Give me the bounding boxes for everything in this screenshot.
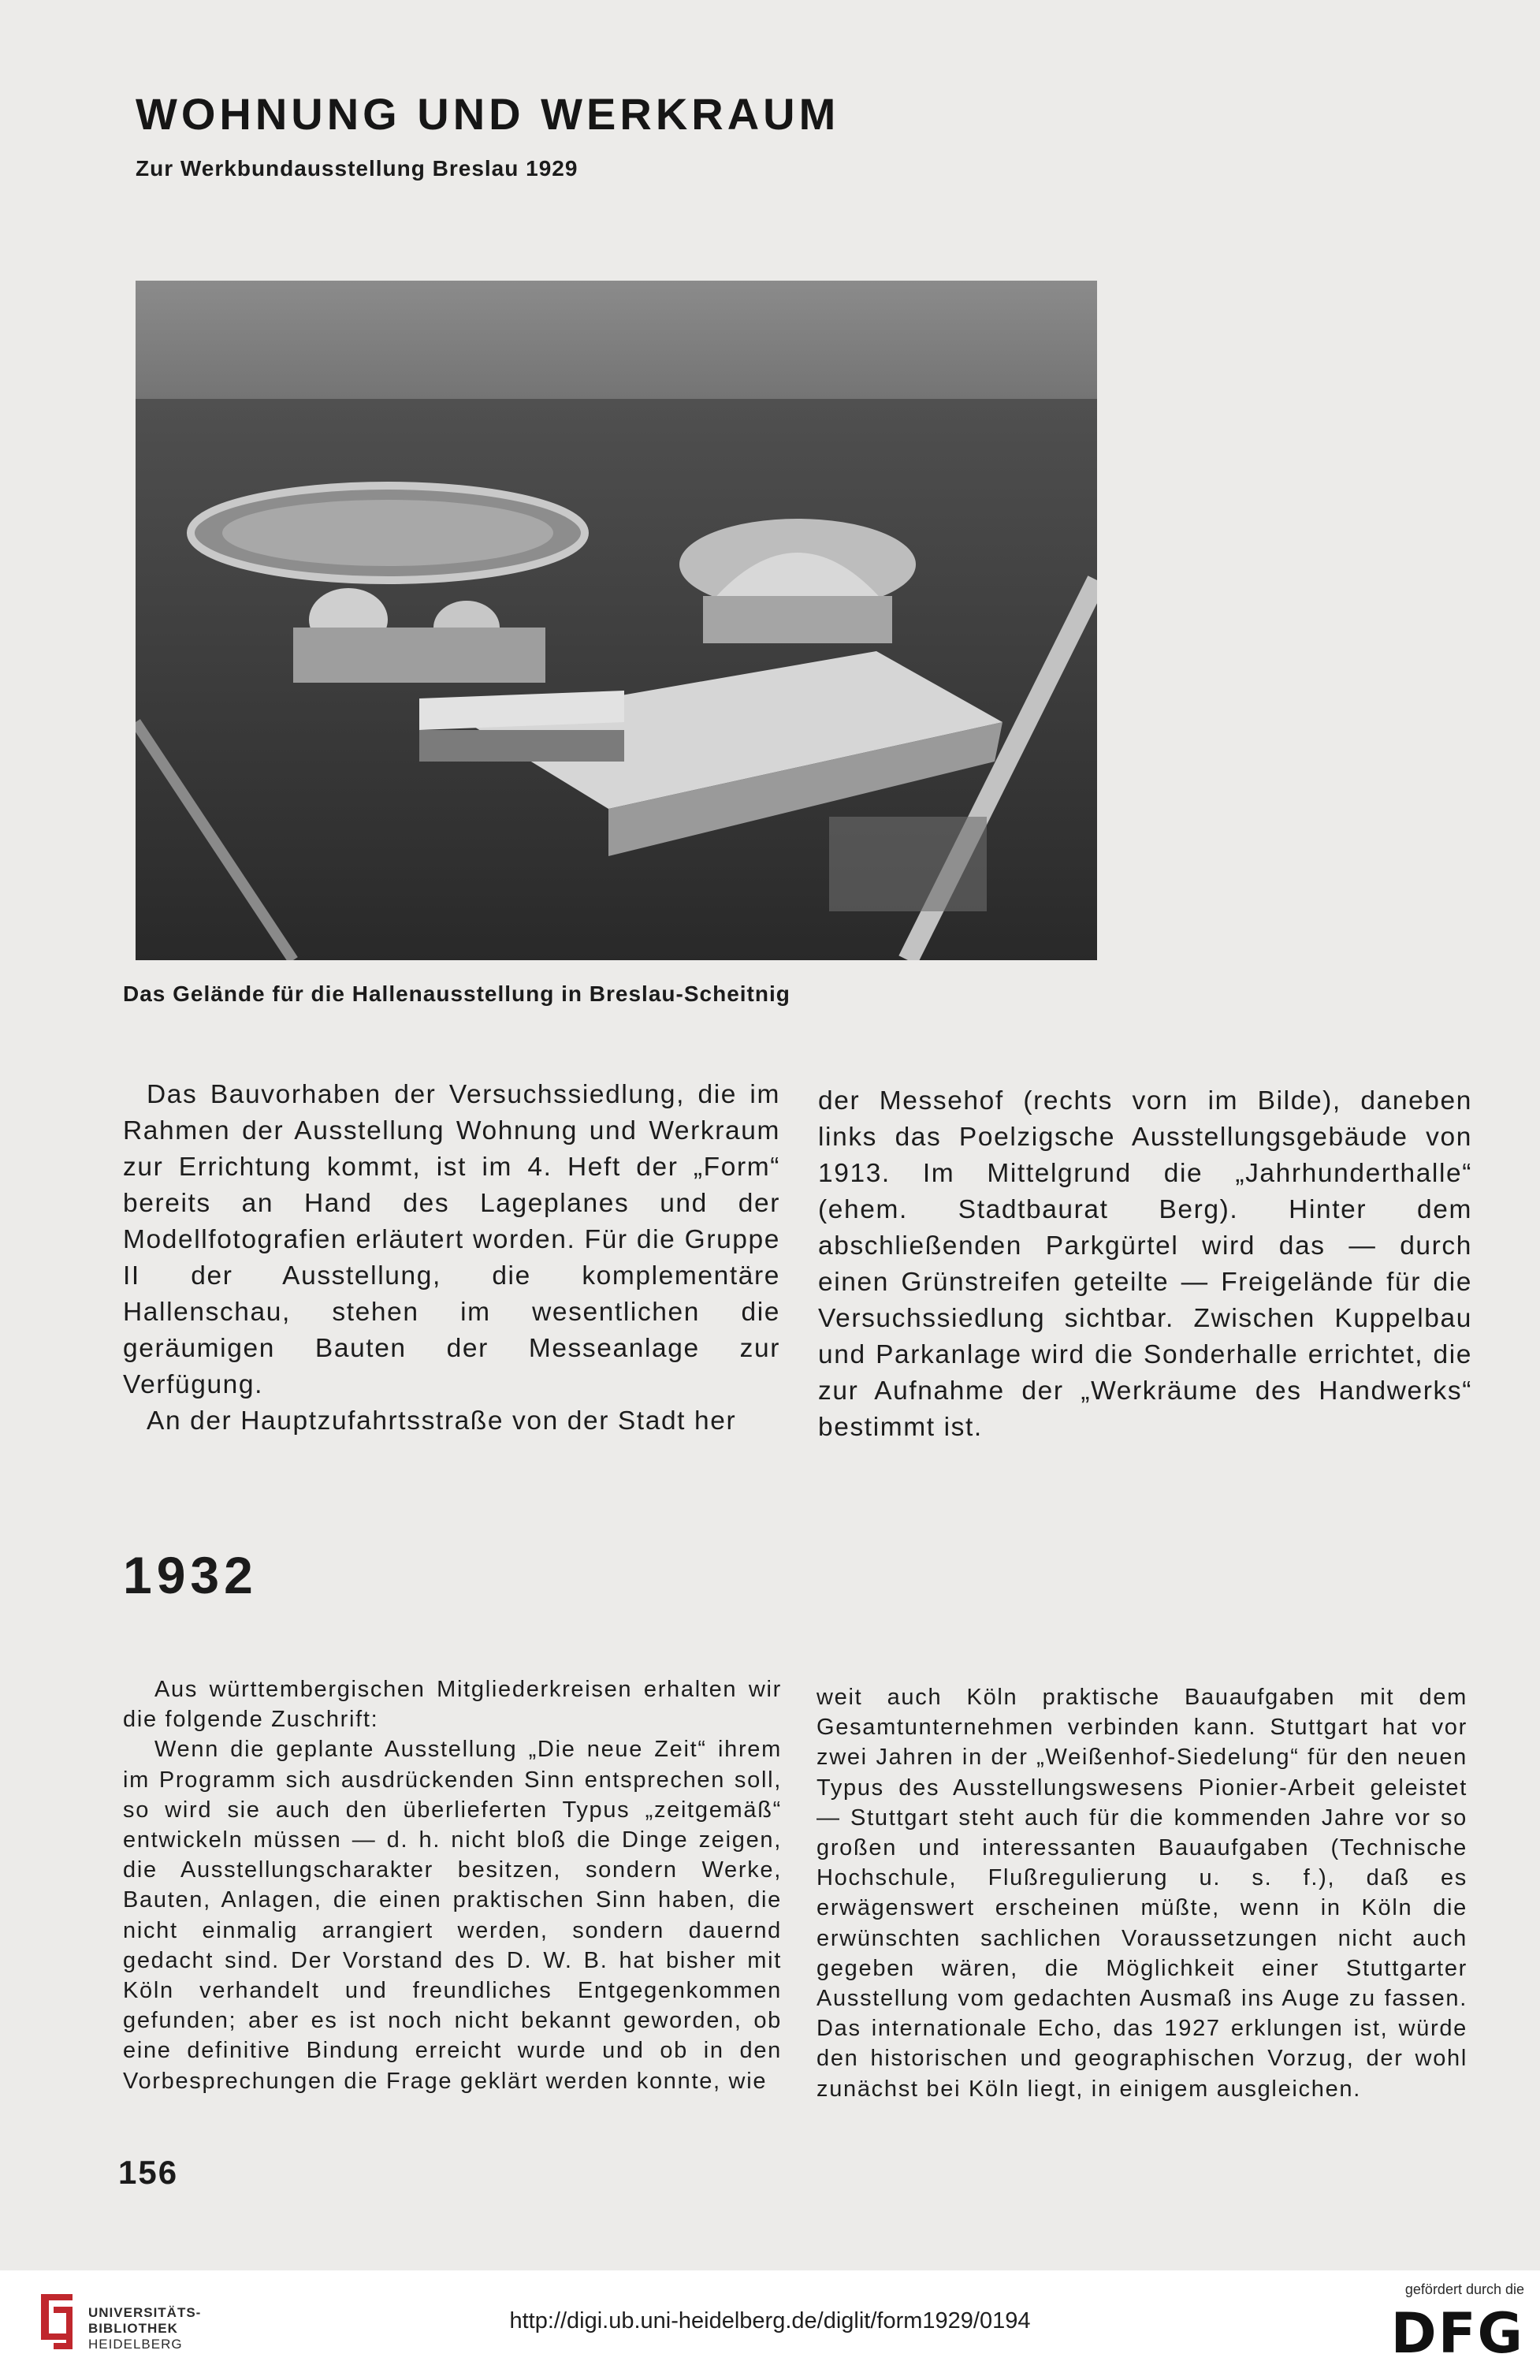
viewer-footer bbox=[0, 2270, 1540, 2380]
library-name-line3: HEIDELBERG bbox=[88, 2337, 183, 2352]
library-name-line1: UNIVERSITÄTS- bbox=[88, 2305, 202, 2320]
paragraph: weit auch Köln praktische Bauaufgaben mit dem Gesamtunternehmen verbinden kann. Stuttgart hat vor zwei Jahren in der „Weißenhof-Siedelung“ für den neuen Typus des Ausstellungswesens Pionier-Arbeit geleistet — Stuttgart steht auch für die kommenden Jahre vor so großen und interessanten Bauaufgaben (Technische Hochschule, Flußregulierung u. s. f.), daß es erwägenswert erscheinen müßte, wenn in Köln die erwünschten sachlichen Voraussetzungen nicht auch gegeben wären, die Möglichkeit einer Stuttgarter Ausstellung vom gedachten Ausmaß ins Auge zu fassen. Das internationale Echo, das 1927 erklungen ist, würde den historischen und geographischen Vorzug, der wohl zunächst bei Köln liegt, in einigem ausgleichen. bbox=[816, 1685, 1467, 2102]
paragraph: Wenn die geplante Ausstellung „Die neue Zeit“ ihrem im Programm sich ausdrückenden Sinn entsprechen soll, so wird sie auch den überlieferten Typus „zeitgemäß“ entwickeln müssen — d. h. nicht bloß die Dinge zeigen, die Ausstellungscharakter besitzen, sondern Werke, Bauten, Anlagen, die einen praktischen Sinn haben, die nicht einmalig arrangiert werden, sondern dauernd gedacht sind. Der Vorstand des D. W. B. hat bisher mit Köln verhandelt und freundliches Entgegenkommen gefunden; aber es ist noch nicht bekannt geworden, ob eine definitive Bindung erreicht wurde und ob in den Vorbesprechungen die Frage geklärt werden konnte, wie bbox=[123, 1737, 782, 2094]
article-subtitle: Zur Werkbundausstellung Breslau 1929 bbox=[136, 156, 578, 181]
article-column-left bbox=[123, 1077, 780, 1440]
sponsor-label: gefördert durch die bbox=[1404, 2281, 1524, 2297]
page-number: 156 bbox=[118, 2154, 179, 2191]
section-heading-year: 1932 bbox=[123, 1546, 258, 1604]
article-column-right bbox=[818, 1083, 1472, 1446]
paragraph: Das Bauvorhaben der Versuchssiedlung, die im Rahmen der Ausstellung Wohnung und Werkraum zur Errichtung kommt, ist im 4. Heft der „Form“ bereits an Hand des Lageplanes und der Modellfotografien erläutert worden. Für die Gruppe II der Ausstellung, die komplementäre Hallenschau, stehen im wesentlichen die geräumigen Bauten der Messeanlage zur Verfügung. bbox=[123, 1080, 780, 1399]
section-column-left bbox=[123, 1674, 782, 2096]
library-name-line2: BIBLIOTHEK bbox=[88, 2321, 178, 2336]
permalink-url[interactable]: http://digi.ub.uni-heidelberg.de/diglit/form1929/0194 bbox=[509, 2308, 1031, 2333]
paragraph: An der Hauptzufahrtsstraße von der Stadt her bbox=[147, 1406, 737, 1436]
photo-caption: Das Gelände für die Hallenausstellung in Breslau-Scheitnig bbox=[123, 981, 790, 1006]
paragraph: Aus württembergischen Mitgliederkreisen erhalten wir die folgende Zuschrift: bbox=[123, 1677, 782, 1733]
aerial-photo bbox=[136, 281, 1097, 960]
section-column-right bbox=[816, 1682, 1467, 2104]
paragraph: der Messehof (rechts vorn im Bilde), daneben links das Poelzigsche Ausstellungsgebäude von 1913. Im Mittelgrund die „Jahrhunderthalle“ (ehem. Stadtbaurat Berg). Hinter dem abschließenden Parkgürtel wird das — durch einen Grünstreifen geteilte — Freigelände für die Versuchssiedlung sichtbar. Zwischen Kuppelbau und Parkanlage wird die Sonderhalle errichtet, die zur Aufnahme der „Werkräume des Handwerks“ bestimmt ist. bbox=[818, 1086, 1472, 1442]
article-title: WOHNUNG UND WERKRAUM bbox=[136, 89, 840, 139]
dfg-logo-icon: DFG bbox=[1390, 2301, 1524, 2366]
sponsor-logo[interactable] bbox=[1367, 2281, 1524, 2376]
aerial-photo-exhibition-grounds-icon bbox=[136, 281, 1097, 960]
